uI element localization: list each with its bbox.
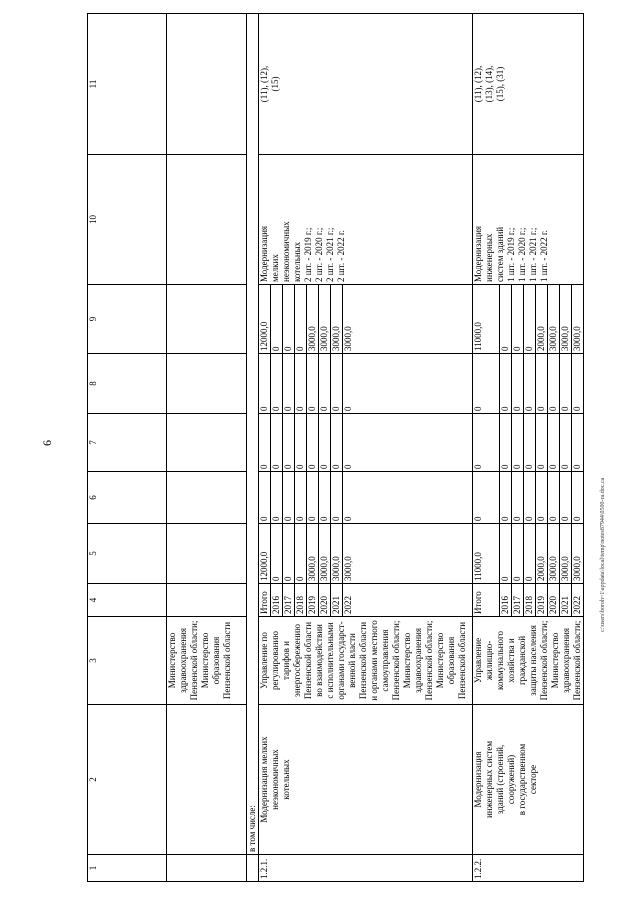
program-table <box>87 13 584 882</box>
year-cell: 2016 <box>500 584 512 617</box>
value-cell: 0 <box>331 472 343 524</box>
header-cell: 10 <box>88 155 167 285</box>
value-cell: 0 <box>283 285 295 354</box>
value-cell: 0 <box>271 285 283 354</box>
value-cell: 12000,0 <box>259 285 271 354</box>
value-cell: 3000,0 <box>331 285 343 354</box>
value-cell: 0 <box>548 472 560 524</box>
section-name: Модернизация инженерных систем зданий (строений, сооружений) в государственном секторе <box>473 705 584 855</box>
value-cell: 11000,0 <box>473 285 500 354</box>
value-cell: 3000,0 <box>319 524 331 584</box>
year-cell: 2022 <box>343 584 473 617</box>
value-cell: 3000,0 <box>343 285 473 354</box>
continuation-row <box>167 14 247 882</box>
value-cell: 0 <box>473 354 500 414</box>
year-cell: 2018 <box>524 584 536 617</box>
year-cell: 2016 <box>271 584 283 617</box>
value-cell: 0 <box>473 414 500 472</box>
subtitle-text: в том числе: <box>247 14 259 855</box>
year-cell: Итого <box>259 584 271 617</box>
value-cell: 3000,0 <box>572 524 584 584</box>
value-cell: 0 <box>331 414 343 472</box>
year-cell: 2022 <box>572 584 584 617</box>
header-row <box>88 14 167 882</box>
value-cell: 0 <box>271 414 283 472</box>
value-cell: 0 <box>572 472 584 524</box>
value-cell: 0 <box>500 285 512 354</box>
year-cell: 2020 <box>548 584 560 617</box>
header-cell: 1 <box>88 855 167 882</box>
value-cell: 0 <box>560 354 572 414</box>
footer-file-path: c:\users\boroh~1\appdata\local\temp\notes87944\0500-ra.doc.ca <box>600 477 606 632</box>
section-number: 1.2.2. <box>473 855 584 882</box>
year-cell: 2018 <box>295 584 307 617</box>
value-cell: 0 <box>512 414 524 472</box>
value-cell: 0 <box>548 354 560 414</box>
value-cell: 0 <box>283 524 295 584</box>
value-cell: 0 <box>500 414 512 472</box>
value-cell: 0 <box>295 354 307 414</box>
header-cell: 7 <box>88 414 167 472</box>
value-cell: 0 <box>473 472 500 524</box>
value-cell: 0 <box>271 354 283 414</box>
section-indicators: (11), (12), (15) <box>259 14 473 155</box>
value-cell: 0 <box>295 524 307 584</box>
value-cell: 0 <box>295 472 307 524</box>
value-cell: 0 <box>548 414 560 472</box>
value-cell: 0 <box>512 472 524 524</box>
value-cell: 0 <box>536 354 548 414</box>
value-cell: 3000,0 <box>560 285 572 354</box>
value-cell: 0 <box>343 414 473 472</box>
value-cell: 0 <box>259 414 271 472</box>
value-cell: 3000,0 <box>319 285 331 354</box>
value-cell: 0 <box>283 472 295 524</box>
value-cell: 0 <box>500 524 512 584</box>
value-cell: 2000,0 <box>536 524 548 584</box>
value-cell: 0 <box>307 354 319 414</box>
year-cell: Итого <box>473 584 500 617</box>
value-cell: 0 <box>512 524 524 584</box>
header-cell: 11 <box>88 14 167 155</box>
header-cell: 4 <box>88 584 167 617</box>
value-cell: 3000,0 <box>331 524 343 584</box>
value-cell: 2000,0 <box>536 285 548 354</box>
header-cell: 2 <box>88 705 167 855</box>
section-row <box>473 14 500 882</box>
section-number: 1.2.1. <box>259 855 473 882</box>
value-cell: 0 <box>343 472 473 524</box>
header-cell: 5 <box>88 524 167 584</box>
value-cell: 0 <box>524 285 536 354</box>
value-cell: 3000,0 <box>560 524 572 584</box>
header-cell: 9 <box>88 285 167 354</box>
page-number: 6 <box>40 440 54 446</box>
value-cell: 0 <box>319 414 331 472</box>
value-cell: 0 <box>319 472 331 524</box>
value-cell: 0 <box>500 354 512 414</box>
section-name: Модернизация мелких неэкономичных котельных <box>259 705 473 855</box>
section-result: Модернизация мелких неэкономичных котельных 2 шт. - 2019 г.; 2 шт. - 2020 г.; 2 шт. - 2021 г.; 2 шт. - 2022 г. <box>259 155 473 285</box>
value-cell: 0 <box>524 524 536 584</box>
value-cell: 0 <box>259 472 271 524</box>
section-executor: Управление по регулированию тарифов и энергосбережению Пензенской области во взаимодействии с исполнительными органами государст- венной власти Пензенской области и органами местного самоуправления Пензенской области; Министерство здравоохранения Пензенской области; Министерство образования Пензенской области <box>259 617 473 705</box>
value-cell: 3000,0 <box>548 285 560 354</box>
executor-cell: Министерство здравоохранения Пензенской области; Министерство образования Пензенской области <box>167 617 247 705</box>
value-cell: 0 <box>259 354 271 414</box>
section-row <box>259 14 271 882</box>
year-cell: 2017 <box>283 584 295 617</box>
rotated-table-container <box>87 14 591 882</box>
value-cell: 0 <box>283 414 295 472</box>
value-cell: 0 <box>524 354 536 414</box>
value-cell: 0 <box>512 354 524 414</box>
value-cell: 0 <box>295 414 307 472</box>
header-cell: 3 <box>88 617 167 705</box>
year-cell: 2019 <box>536 584 548 617</box>
header-cell: 8 <box>88 354 167 414</box>
value-cell: 0 <box>536 472 548 524</box>
subtitle-row <box>247 14 259 882</box>
value-cell: 0 <box>283 354 295 414</box>
value-cell: 0 <box>524 414 536 472</box>
value-cell: 3000,0 <box>343 524 473 584</box>
year-cell: 2021 <box>560 584 572 617</box>
value-cell: 0 <box>319 354 331 414</box>
value-cell: 12000,0 <box>259 524 271 584</box>
section-executor: Управление жилищно- коммунального хозяйства и гражданской защиты населения Пензенской области; Министерство здравоохранения Пензенской области; <box>473 617 584 705</box>
value-cell: 0 <box>560 414 572 472</box>
section-result: Модернизация инженерных систем зданий 1 шт. - 2019 г.; 1 шт. - 2020 г.; 1 шт. - 2021 г.; 1 шт. - 2022 г. <box>473 155 584 285</box>
value-cell: 0 <box>572 414 584 472</box>
header-cell: 6 <box>88 472 167 524</box>
value-cell: 0 <box>500 472 512 524</box>
year-cell: 2020 <box>319 584 331 617</box>
value-cell: 11000,0 <box>473 524 500 584</box>
value-cell: 0 <box>271 524 283 584</box>
year-cell: 2019 <box>307 584 319 617</box>
value-cell: 0 <box>343 354 473 414</box>
value-cell: 3000,0 <box>307 524 319 584</box>
value-cell: 3000,0 <box>307 285 319 354</box>
year-cell: 2017 <box>512 584 524 617</box>
value-cell: 0 <box>572 354 584 414</box>
value-cell: 0 <box>271 472 283 524</box>
value-cell: 0 <box>307 414 319 472</box>
value-cell: 0 <box>524 472 536 524</box>
value-cell: 0 <box>560 472 572 524</box>
value-cell: 3000,0 <box>572 285 584 354</box>
value-cell: 3000,0 <box>548 524 560 584</box>
value-cell: 0 <box>536 414 548 472</box>
value-cell: 0 <box>307 472 319 524</box>
value-cell: 0 <box>295 285 307 354</box>
section-indicators: (11), (12), (13), (14), (15), (31) <box>473 14 584 155</box>
value-cell: 0 <box>331 354 343 414</box>
value-cell: 0 <box>512 285 524 354</box>
year-cell: 2021 <box>331 584 343 617</box>
